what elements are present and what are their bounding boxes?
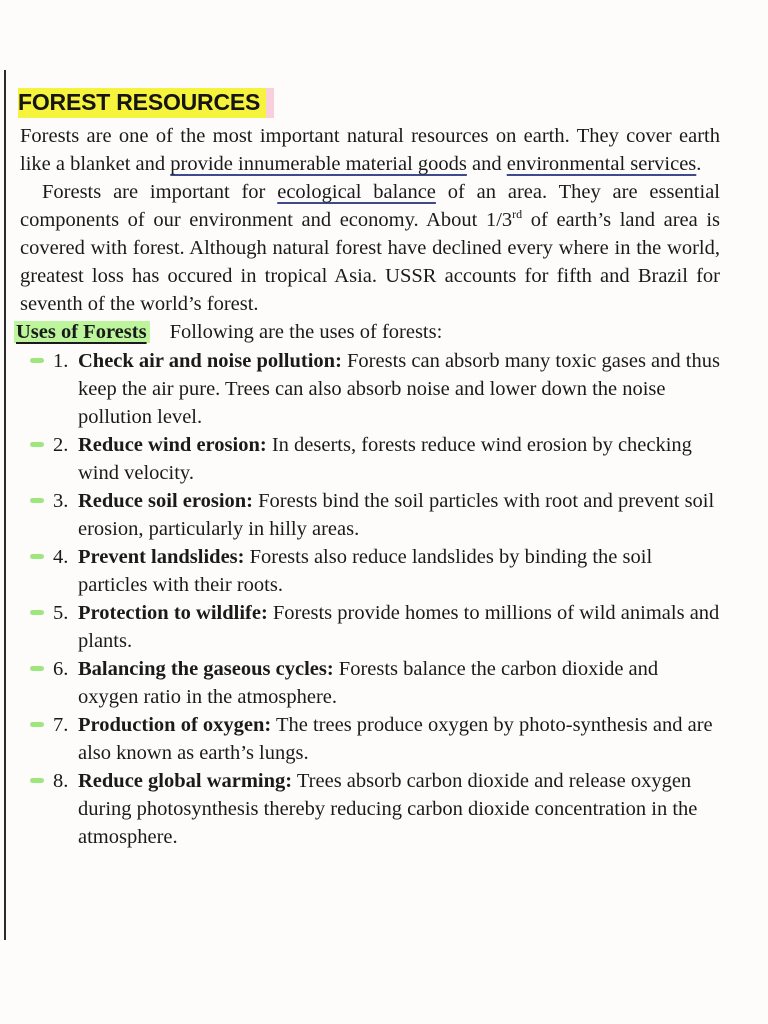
item-text: In deserts, forests reduce wind erosion by checking wind velocity.	[78, 434, 692, 484]
highlight-mark	[30, 610, 44, 615]
uses-list	[20, 347, 720, 851]
item-title: Production of oxygen:	[78, 714, 272, 736]
uses-header	[16, 318, 720, 346]
highlight-mark	[30, 722, 44, 727]
uses-title: Uses of Forests	[14, 321, 150, 343]
list-item	[20, 487, 720, 543]
para2-after: of an area. They are essential components of our environment and economy. About 1/3	[20, 181, 720, 231]
section-heading: FOREST RESOURCES	[18, 88, 266, 118]
item-title: Balancing the gaseous cycles:	[78, 658, 334, 680]
item-text: Trees absorb carbon dioxide and release oxygen during photosynthesis thereby reducing carbon dioxide concentration in the atmosphere.	[78, 770, 698, 848]
highlight-mark	[30, 554, 44, 559]
item-text: Forests can absorb many toxic gases and thus keep the air pure. Trees can also absorb noise and lower down the noise pollution level.	[78, 350, 720, 428]
item-number: 8.	[53, 770, 69, 792]
item-number: 3.	[53, 490, 69, 512]
page-margin-line	[4, 70, 6, 940]
list-item	[20, 347, 720, 431]
item-title: Reduce soil erosion:	[78, 490, 254, 512]
highlight-mark	[30, 778, 44, 783]
list-item	[20, 431, 720, 487]
item-number: 6.	[53, 658, 69, 680]
item-title: Reduce wind erosion:	[78, 434, 267, 456]
para2-underlined: ecological balance	[277, 181, 436, 203]
item-number: 1.	[53, 350, 69, 372]
item-title: Check air and noise pollution:	[78, 350, 342, 372]
item-title: Prevent landslides:	[78, 546, 245, 568]
para1-underlined-2: environmental services	[506, 153, 697, 175]
highlight-mark	[30, 498, 44, 503]
highlight-mark	[30, 442, 44, 447]
list-item	[20, 767, 720, 851]
item-text: Forests bind the soil particles with root and prevent soil erosion, particularly in hilly areas.	[78, 490, 715, 540]
textbook-page	[16, 88, 721, 851]
item-text: Forests balance the carbon dioxide and oxygen ratio in the atmosphere.	[78, 658, 659, 708]
para2-superscript: rd	[512, 207, 523, 222]
item-number: 4.	[53, 546, 69, 568]
list-item	[20, 599, 720, 655]
para2-end: of earth’s land area is covered with forest. Although natural forest have declined every where in the world, greatest loss has occured in tropical Asia. USSR accounts for fifth and Brazil for seventh of the world’s forest.	[20, 209, 721, 315]
list-item	[20, 655, 720, 711]
item-text: Forests also reduce landslides by binding the soil particles with their roots.	[78, 546, 653, 596]
para1-text: Forests are one of the most important natural resources on earth. They cover earth like a blanket and	[20, 125, 720, 175]
item-text: Forests provide homes to millions of wild animals and plants.	[78, 602, 720, 652]
item-number: 7.	[53, 714, 69, 736]
uses-intro: Following are the uses of forests:	[169, 321, 443, 343]
para1-underlined: provide innumerable material goods	[170, 153, 467, 175]
list-item	[20, 711, 720, 767]
item-number: 5.	[53, 602, 69, 624]
para1-end: .	[696, 153, 702, 175]
highlight-mark	[30, 358, 44, 363]
item-number: 2.	[53, 434, 69, 456]
item-text: The trees produce oxygen by photo-synthesis and are also known as earth’s lungs.	[78, 714, 713, 764]
highlight-mark	[30, 666, 44, 671]
item-title: Protection to wildlife:	[78, 602, 268, 624]
para1-after: and	[466, 153, 507, 175]
intro-paragraph	[20, 122, 720, 178]
list-item	[20, 543, 720, 599]
para2-text: Forests are important for	[42, 181, 278, 203]
item-title: Reduce global warming:	[78, 770, 293, 792]
second-paragraph	[20, 178, 720, 318]
